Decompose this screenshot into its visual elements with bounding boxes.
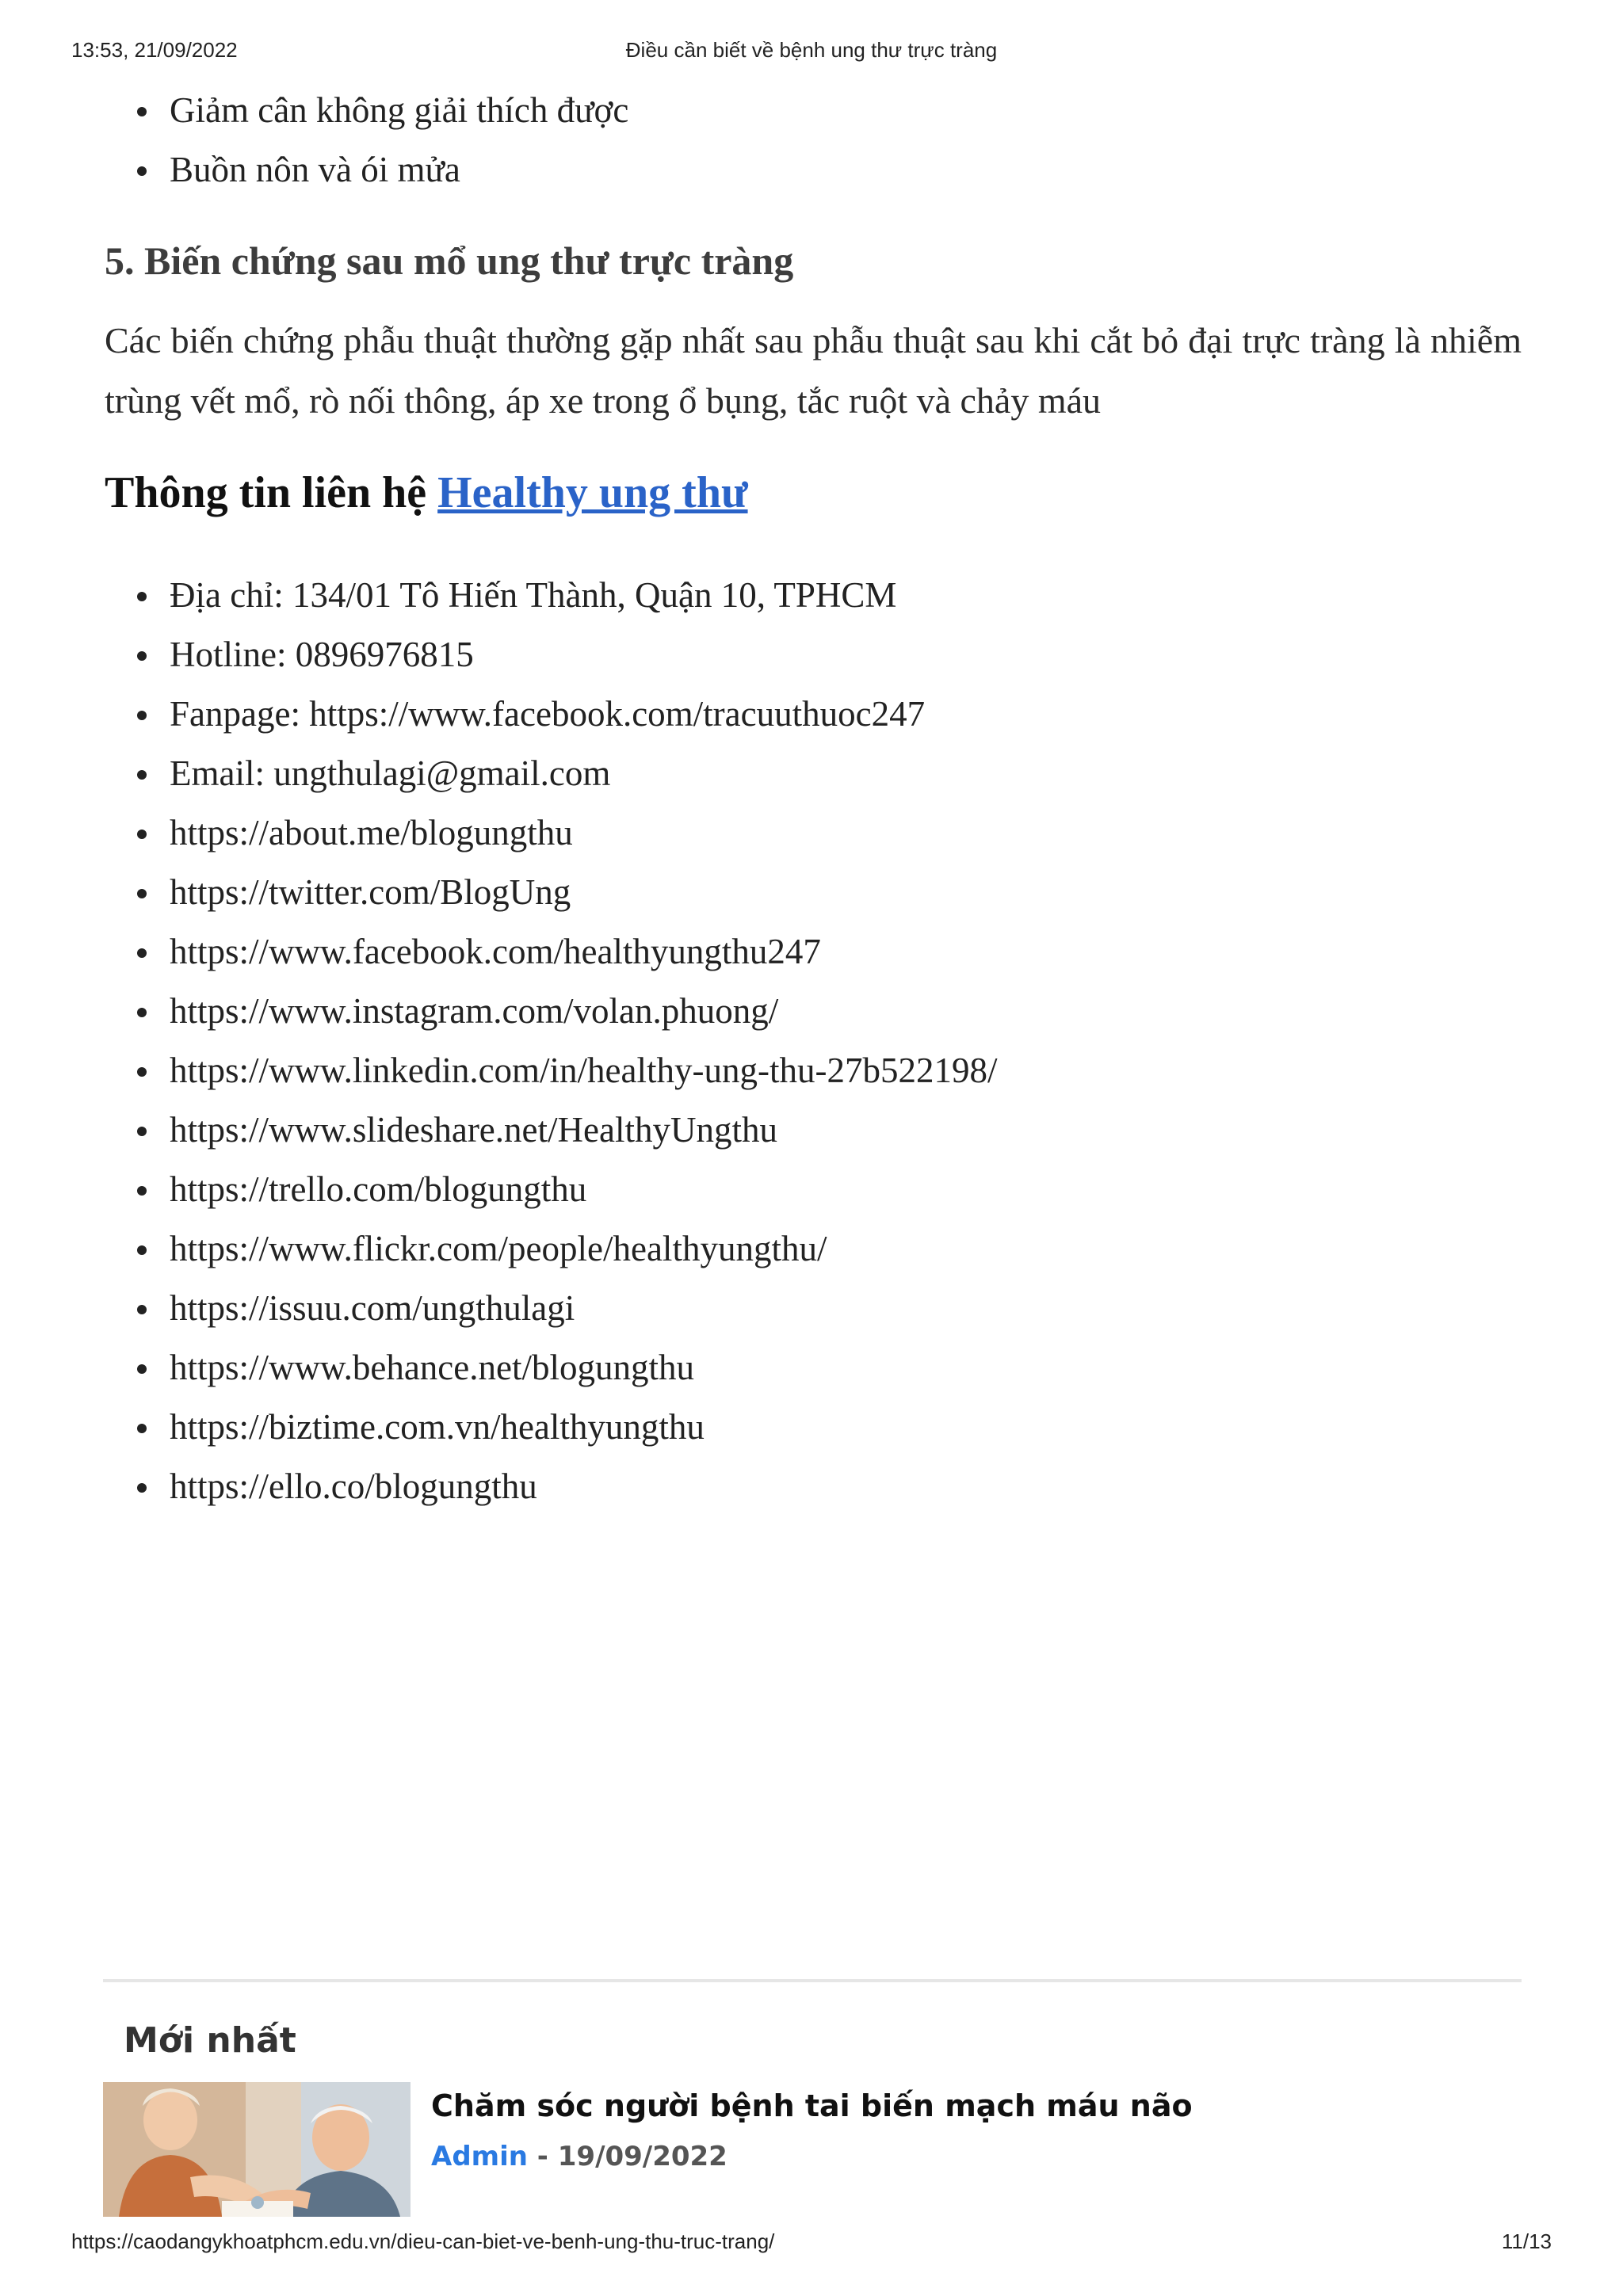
post-author-link[interactable]: Admin (431, 2141, 528, 2172)
post-thumbnail[interactable] (103, 2082, 411, 2217)
contact-link-aboutme: https://about.me/blogungthu (105, 803, 1515, 863)
post-date: 19/09/2022 (557, 2141, 727, 2172)
post-title-link[interactable]: Chăm sóc người bệnh tai biến mạch máu não (431, 2088, 1193, 2123)
contact-link-biztime: https://biztime.com.vn/healthyungthu (105, 1398, 1515, 1457)
print-url: https://caodangykhoatphcm.edu.vn/dieu-can-biet-ve-benh-ung-thu-truc-trang/ (71, 2229, 775, 2253)
latest-posts-heading: Mới nhất (124, 2020, 296, 2061)
section-divider (103, 1979, 1522, 1982)
contact-link-flickr: https://www.flickr.com/people/healthyungthu/ (105, 1219, 1515, 1279)
healthy-ung-thu-link[interactable]: Healthy ung thư (437, 468, 748, 517)
print-page-title: Điều cần biết về bệnh ung thư trực tràng (625, 38, 998, 62)
section-heading-complications: 5. Biến chứng sau mổ ung thư trực tràng (105, 238, 794, 283)
post-meta (431, 2141, 727, 2172)
contact-link-issuu: https://issuu.com/ungthulagi (105, 1279, 1515, 1338)
contact-link-facebook: https://www.facebook.com/healthyungthu247 (105, 922, 1515, 982)
print-datetime: 13:53, 21/09/2022 (71, 38, 238, 62)
contact-link-trello: https://trello.com/blogungthu (105, 1160, 1515, 1219)
contact-fanpage: Fanpage: https://www.facebook.com/tracuuthuoc247 (105, 685, 1515, 744)
contact-link-slideshare: https://www.slideshare.net/HealthyUngthu (105, 1100, 1515, 1160)
contact-heading-prefix: Thông tin liên hệ (105, 468, 427, 517)
contact-link-twitter: https://twitter.com/BlogUng (105, 863, 1515, 922)
contact-address: Địa chỉ: 134/01 Tô Hiến Thành, Quận 10, TPHCM (105, 566, 1515, 625)
contact-link-instagram: https://www.instagram.com/volan.phuong/ (105, 982, 1515, 1041)
contact-link-behance: https://www.behance.net/blogungthu (105, 1338, 1515, 1398)
contact-email: Email: ungthulagi@gmail.com (105, 744, 1515, 803)
contact-link-ello: https://ello.co/blogungthu (105, 1457, 1515, 1516)
print-footer (71, 2229, 1552, 2258)
contact-hotline: Hotline: 0896976815 (105, 625, 1515, 685)
contact-heading (105, 467, 748, 518)
post-meta-separator: - (527, 2141, 558, 2172)
print-header (71, 38, 1552, 67)
symptom-list-continued (105, 81, 1515, 200)
print-page-number: 11/13 (1501, 2229, 1552, 2253)
contact-link-linkedin: https://www.linkedin.com/in/healthy-ung-thu-27b522198/ (105, 1041, 1515, 1100)
contact-list (105, 566, 1515, 1516)
list-item: Buồn nôn và ói mửa (105, 140, 1515, 200)
list-item: Giảm cân không giải thích được (105, 81, 1515, 140)
complications-paragraph: Các biến chứng phẫu thuật thường gặp nhất sau phẫu thuật sau khi cắt bỏ đại trực tràng là nhiễm trùng vết mổ, rò nối thông, áp xe trong ổ bụng, tắc ruột và chảy máu (105, 320, 1522, 421)
